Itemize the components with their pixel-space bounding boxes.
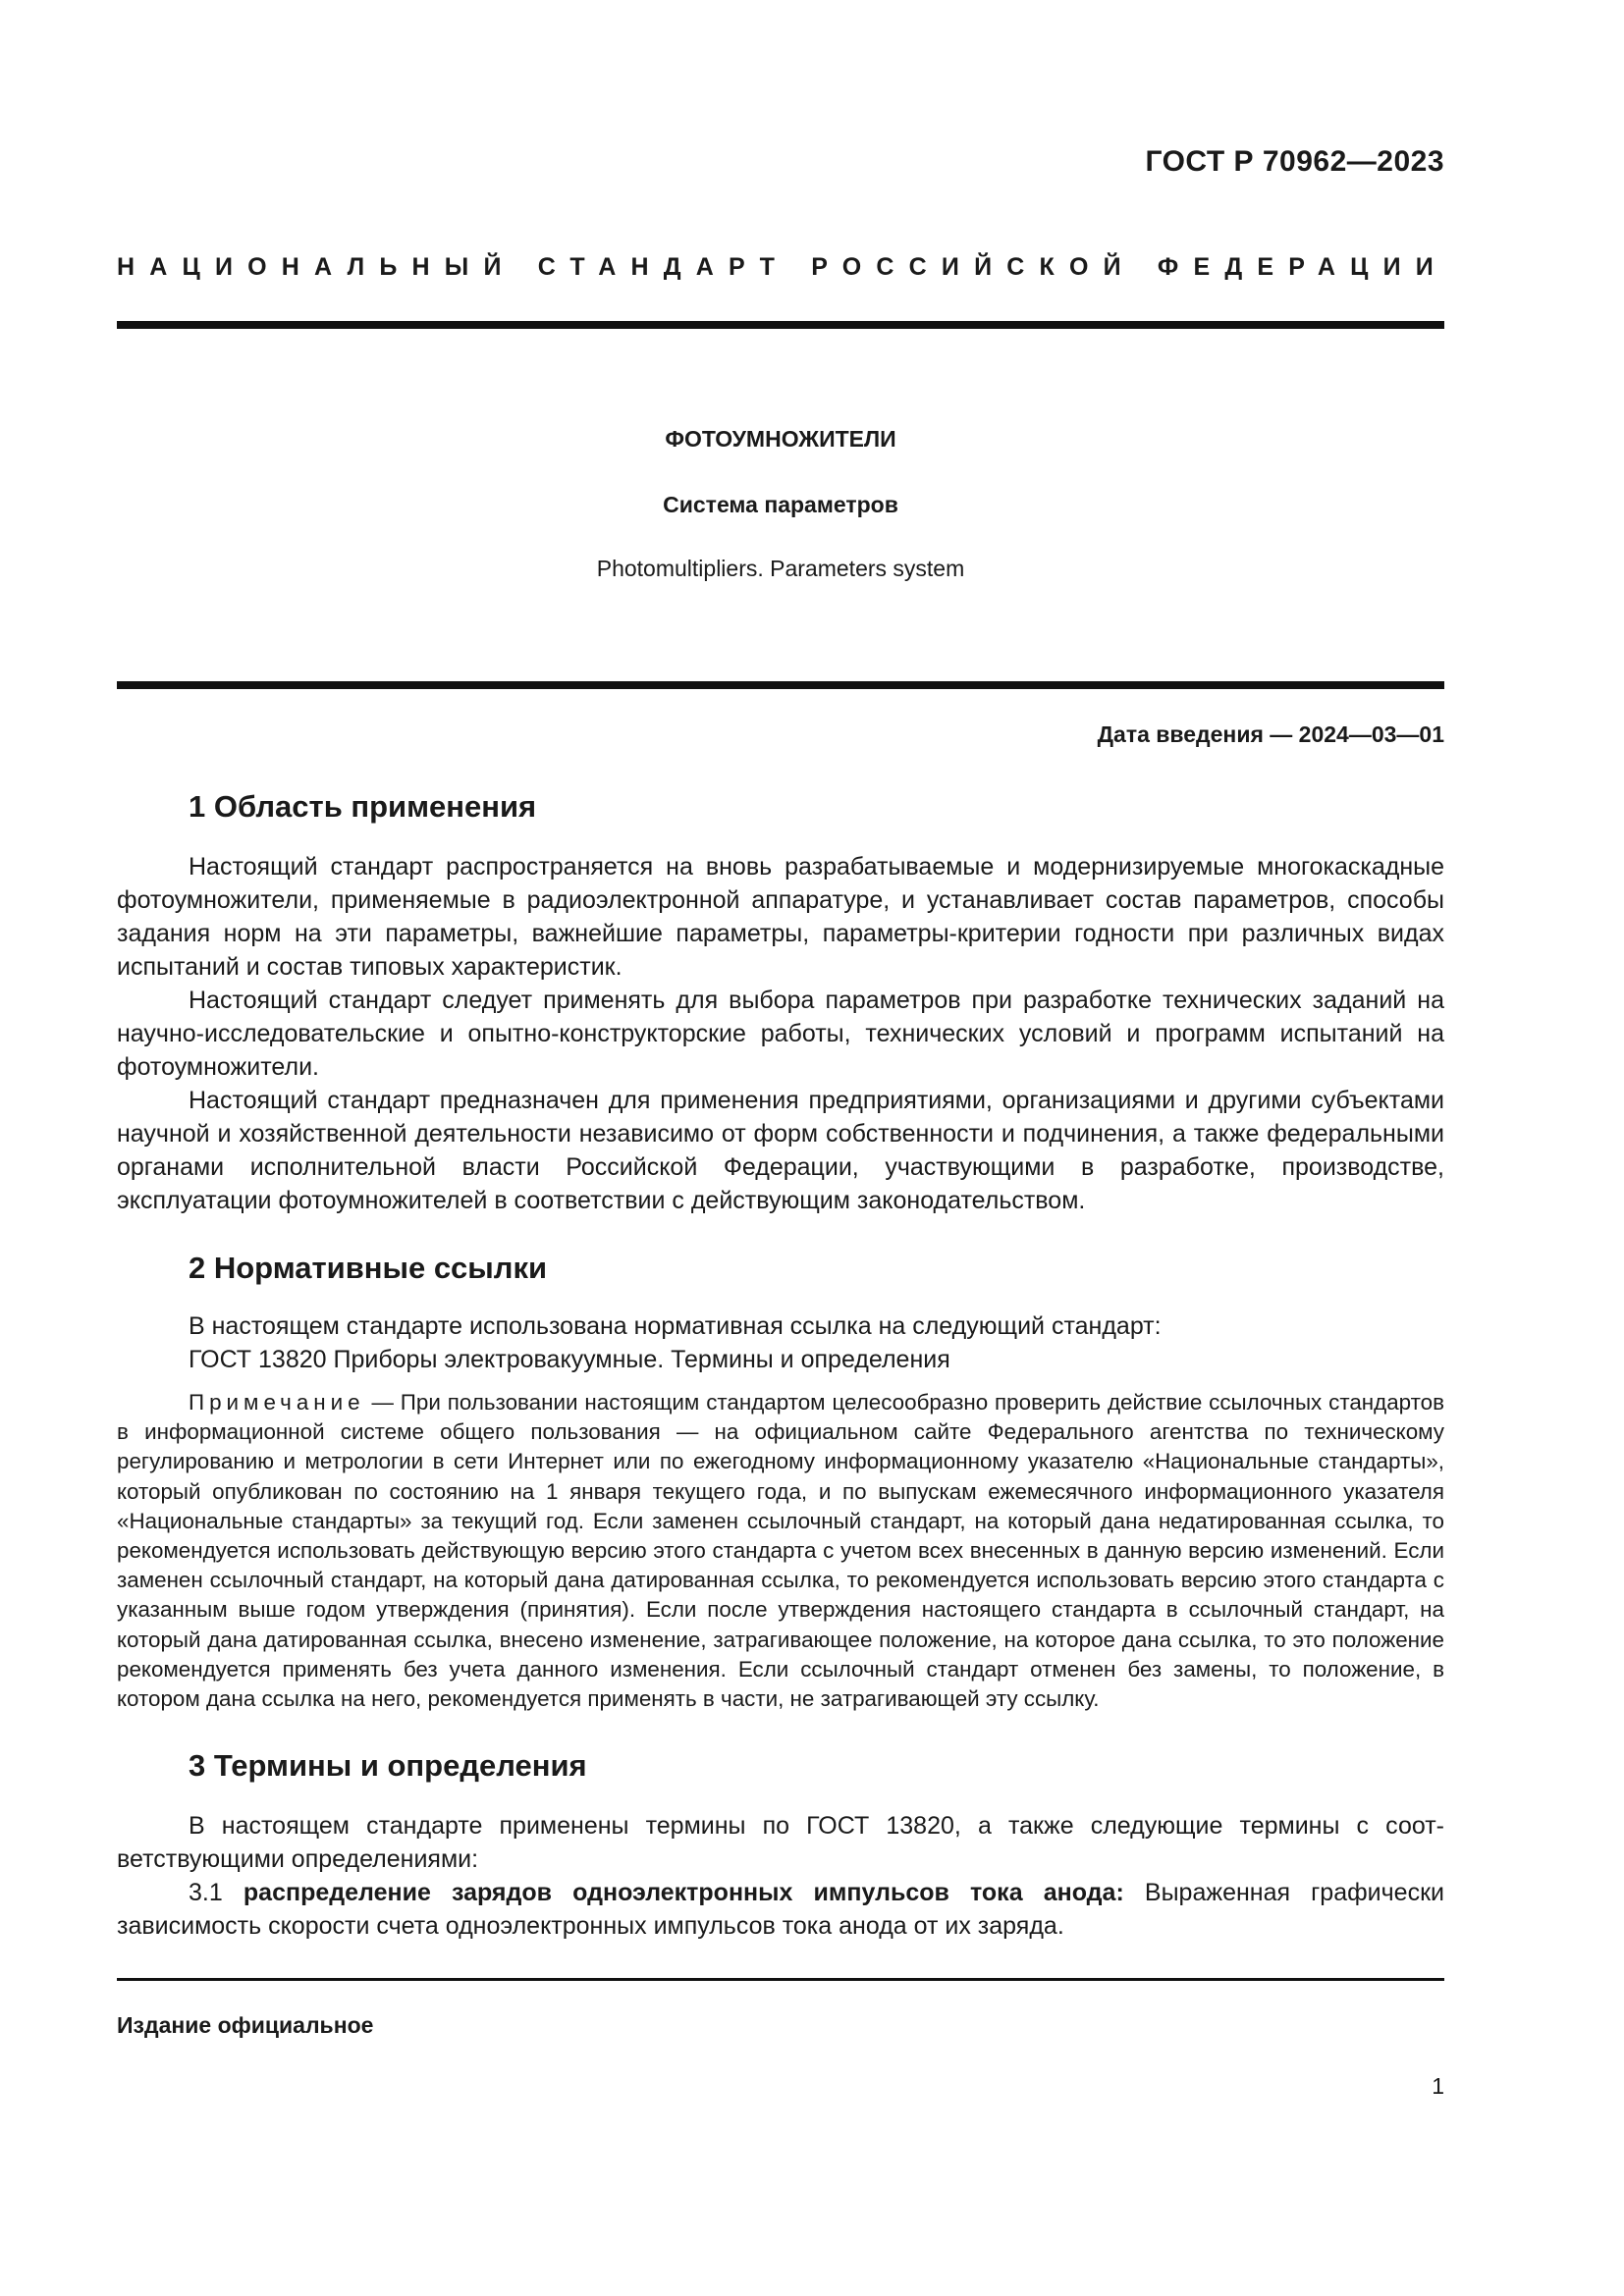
document-subtitle: Система параметров: [663, 492, 898, 517]
page-number: 1: [1432, 2073, 1444, 2099]
introduction-date: Дата введения — 2024—03—01: [1097, 721, 1444, 747]
section-3-heading: 3 Термины и определения: [189, 1748, 587, 1784]
section-1-paragraph: Настоящий стандарт распространяется на вновь разрабатываемые и модернизируемые многокаскадные фотоумножители, применяемые в радиоэлектронной аппаратуре, и устанавливает состав параметров, способы задания норм на эти параметры, важнейшие параметры, параметры-критерии годности при различных видах испытаний и состав типовых характеристик.: [117, 853, 1444, 981]
header-rule: [117, 321, 1444, 329]
note: [117, 1388, 1444, 1714]
term-number: 3.1: [189, 1879, 244, 1907]
note-label: Примечание: [189, 1390, 365, 1415]
section-2-paragraph: В настоящем стандарте использована нормативная ссылка на следующий стандарт:: [189, 1312, 1162, 1340]
section-2-body: [117, 1309, 1444, 1714]
title-rule: [117, 681, 1444, 689]
term-name: распределение зарядов одноэлектронных импульсов тока анода:: [243, 1879, 1124, 1907]
document-title-english: Photomultipliers. Parameters system: [596, 556, 965, 581]
national-standard-title: НАЦИОНАЛЬНЫЙ СТАНДАРТ РОССИЙСКОЙ ФЕДЕРАЦИИ: [117, 253, 1448, 281]
footer-rule: [117, 1978, 1444, 1981]
section-3-intro: В настоящем стандарте применены термины по ГОСТ 13820, а также следующие термины с соответствующими определениями:: [117, 1812, 1444, 1874]
document-number: ГОСТ Р 70962—2023: [1145, 145, 1444, 178]
document-title: ФОТОУМНОЖИТЕЛИ: [665, 426, 896, 452]
normative-reference: ГОСТ 13820 Приборы электровакуумные. Термины и определения: [189, 1346, 950, 1373]
section-1-heading: 1 Область применения: [189, 789, 537, 824]
section-1-paragraph: Настоящий стандарт предназначен для применения предприятиями, организациями и другими субъектами научной и хозяйственной деятельности независимо от форм собственности и подчинения, а также федеральными органами исполнительной власти Российской Федерации, участвующими в разработке, производстве, эксплуатации фотоумножителей в соответствии с действующим законодательством.: [117, 1087, 1444, 1214]
note-text: — При пользовании настоящим стандартом целесообразно проверить действие ссылочных стандартов в информационной системе общего пользования — на официальном сайте Федерального агентства по техническому регулированию и метрологии в сети Интернет или по ежегодному информационному указателю «Национальные стандарты», который опубликован по состоянию на 1 января текущего года, и по выпускам ежемесячного информационного указателя «Национальные стандарты» за текущий год. Если заменен ссылочный стандарт, на который дана недатированная ссылка, то рекомендуется использовать действующую версию этого стандарта с учетом всех внесенных в данную версию изменений. Если заменен ссылочный стандарт, на который дана датированная ссылка, то рекомендуется использовать версию этого стандарта с указанным выше годом утверждения (принятия). Если после утверждения настоящего стандарта в ссылочный стандарт, на который дана датированная ссылка, внесено изменение, затрагивающее положение, на которое дана ссылка, то это положение рекомендуется применять без учета данного изменения. Если ссылочный стандарт отменен без замены, то положение, в котором дана ссылка на него, рекомендуется применять в части, не затрагивающей эту ссылку.: [117, 1390, 1444, 1712]
document-body: [117, 787, 1444, 1943]
section-1-body: [117, 850, 1444, 1217]
section-1-paragraph: Настоящий стандарт следует применять для выбора параметров при разработке технических заданий на научно-исследовательские и опытно-конструкторские работы, технических условий и программ испытаний на фотоумножители.: [117, 987, 1444, 1081]
section-3-body: [117, 1809, 1444, 1943]
official-edition-label: Издание официальное: [117, 2012, 374, 2038]
term-entry: [117, 1876, 1444, 1943]
section-2-heading: 2 Нормативные ссылки: [189, 1251, 548, 1285]
term-definition: Выраженная графически зависимость скорости счета одноэлектронных импульсов тока анода от их заряда.: [117, 1879, 1444, 1941]
